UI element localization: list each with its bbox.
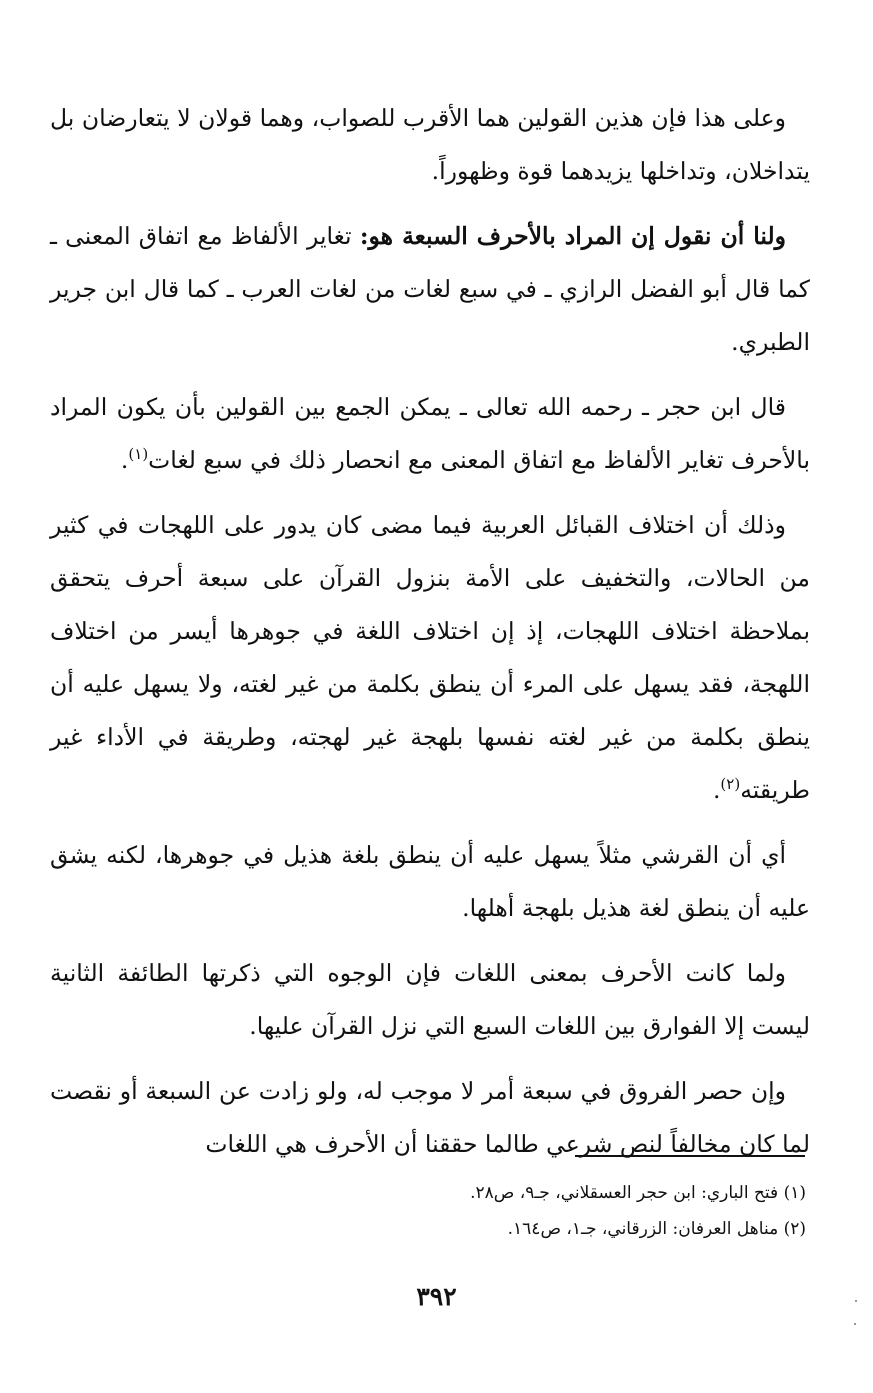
paragraph-3-ending: . <box>120 446 129 474</box>
footnote-1: (١) فتح الباري: ابن حجر العسقلاني، جـ٩، ص٢٨. <box>470 1183 806 1203</box>
paragraph-3 <box>50 381 810 487</box>
footnote-ref-1[interactable]: (١) <box>128 445 149 464</box>
page-number: ٣٩٢ <box>416 1282 457 1311</box>
footnotes <box>50 1175 810 1247</box>
paragraph-5-text: أي أن القرشي مثلاً يسهل عليه أن ينطق بلغة هذيل في جوهرها، لكنه يشق عليه أن ينطق لغة هذيل بلهجة أهلها. <box>50 841 810 922</box>
paragraph-4 <box>50 499 810 817</box>
scan-speck <box>854 1323 856 1325</box>
paragraph-4-text: وذلك أن اختلاف القبائل العربية فيما مضى كان يدور على اللهجات في كثير من الحالات، والتخفيف على الأمة بنزول القرآن على سبعة أحرف يتحقق بملاحظة اختلاف اللهجات، إذ إن اختلاف اللغة في جوهرها أيسر من اختلاف اللهجة، فقد يسهل على المرء أن ينطق بكلمة من غير لغته، ولا يسهل عليه أن ينطق بكلمة من غير لغته نفسها بلهجة غير لهجته، وطريقة في الأداء غير طريقته <box>50 511 810 804</box>
footnote-ref-2[interactable]: (٢) <box>720 775 741 794</box>
paragraph-6 <box>50 947 810 1053</box>
paragraph-1 <box>50 92 810 198</box>
footnote-2: (٢) مناهل العرفان: الزرقاني، جـ١، ص١٦٤. <box>507 1219 806 1239</box>
paragraph-7-text: وإن حصر الفروق في سبعة أمر لا موجب له، ولو زادت عن السبعة أو نقصت لما كان مخالفاً لنص شرعي طالما حققنا أن الأحرف هي اللغات <box>50 1077 810 1158</box>
paragraph-2-text: تغاير الألفاظ مع اتفاق المعنى ـ كما قال أبو الفضل الرازي ـ في سبع لغات من لغات العرب ـ كما قال ابن جرير الطبري. <box>50 222 810 356</box>
paragraph-5 <box>50 829 810 935</box>
paragraph-2 <box>50 210 810 369</box>
paragraph-4-ending: . <box>712 776 721 804</box>
main-text <box>50 92 810 1183</box>
paragraph-1-text: وعلى هذا فإن هذين القولين هما الأقرب للصواب، وهما قولان لا يتعارضان بل يتداخلان، وتداخلها يزيدهما قوة وظهوراً. <box>50 104 810 185</box>
paragraph-3-text: قال ابن حجر ـ رحمه الله تعالى ـ يمكن الجمع بين القولين بأن يكون المراد بالأحرف تغاير الألفاظ مع اتفاق المعنى مع انحصار ذلك في سبع لغات <box>50 393 810 474</box>
scan-speck <box>855 1300 857 1302</box>
paragraph-2-lead: ولنا أن نقول إن المراد بالأحرف السبعة هو: <box>359 222 787 250</box>
paragraph-6-text: ولما كانت الأحرف بمعنى اللغات فإن الوجوه التي ذكرتها الطائفة الثانية ليست إلا الفوارق بين اللغات السبع التي نزل القرآن عليها. <box>50 959 810 1040</box>
footnote-divider <box>575 1155 805 1157</box>
